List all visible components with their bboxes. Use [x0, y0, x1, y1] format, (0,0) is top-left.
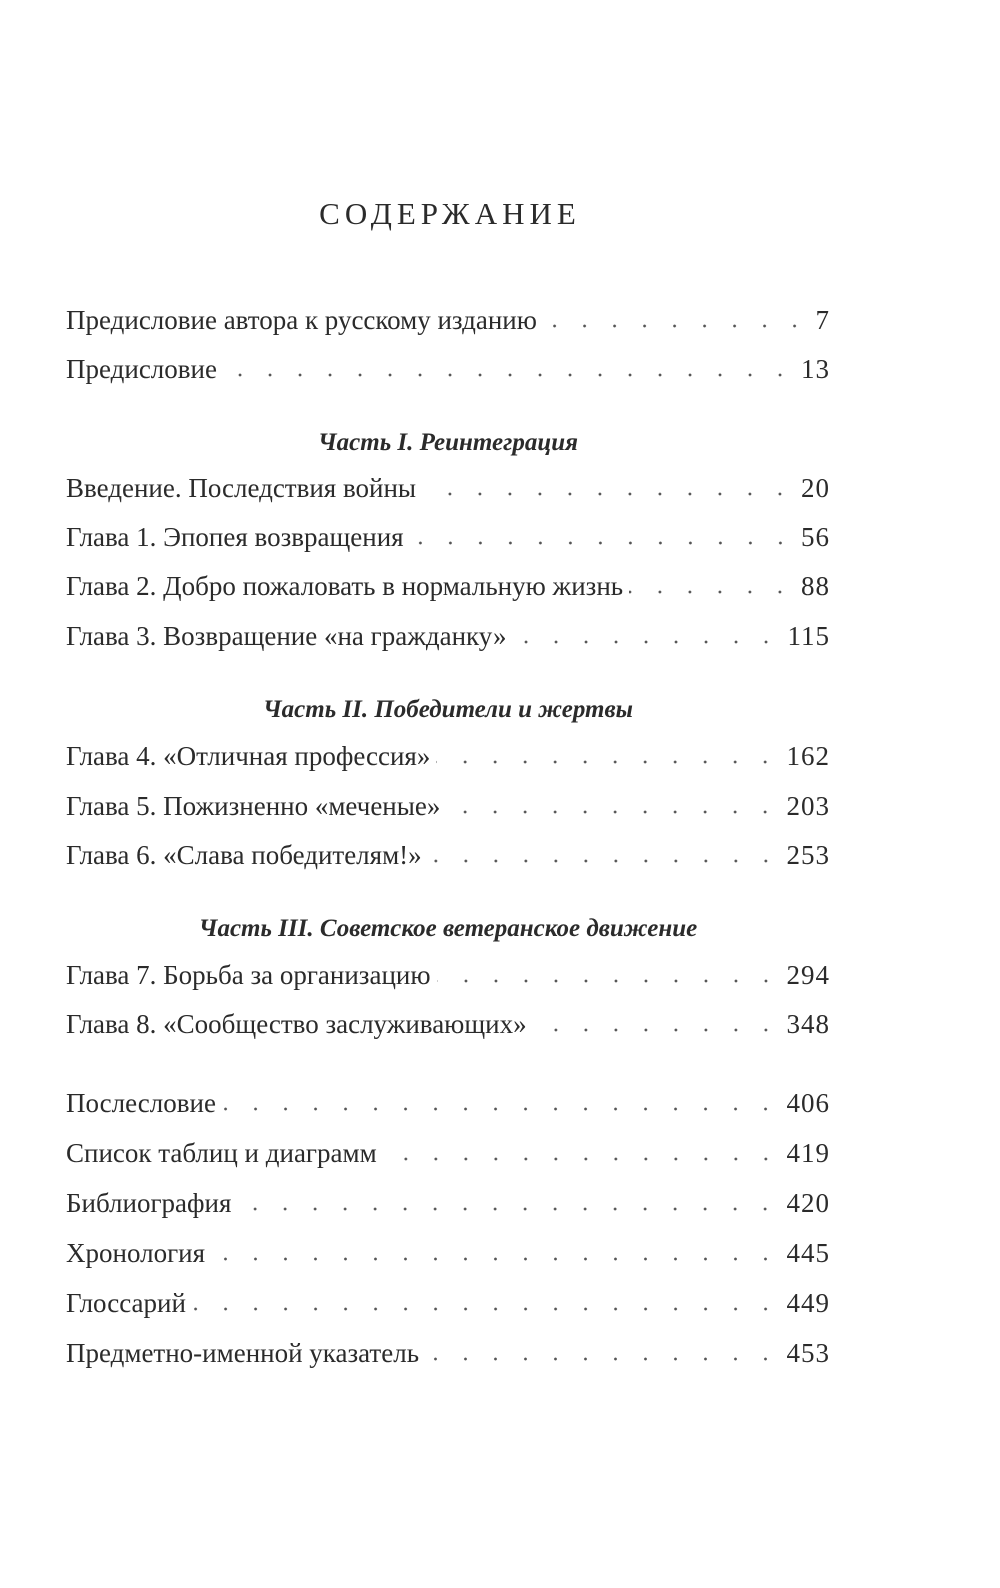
part-heading-2: Часть II. Победители и жертвы: [262, 696, 633, 723]
toc-entry-chapter-7[interactable]: [66, 955, 830, 995]
toc-entry-label: Глава 2. Добро пожаловать в нормальную жизнь: [66, 571, 624, 601]
dot-leader: [237, 1204, 780, 1214]
toc-entry-page: 115: [787, 621, 830, 651]
toc-entry-label: Библиография: [66, 1188, 232, 1218]
toc-entry-page: 7: [815, 305, 830, 335]
toc-entry-chapter-4[interactable]: [66, 736, 830, 776]
toc-entry-label: Глава 4. «Отличная профессия»: [66, 741, 431, 771]
toc-entry-label: Глоссарий: [66, 1288, 186, 1318]
dot-leader: [425, 1354, 780, 1364]
toc-entry-page: 294: [786, 960, 830, 990]
toc-entry-label: Список таблиц и диаграмм: [66, 1138, 377, 1168]
dot-leader: [211, 1254, 780, 1264]
toc-entry-label: Предметно-именной указатель: [66, 1338, 420, 1368]
toc-entry-page: 20: [801, 473, 830, 503]
dot-leader: [192, 1304, 781, 1314]
dot-leader: [437, 976, 781, 986]
toc-entry-tables-list[interactable]: [66, 1133, 830, 1173]
dot-leader: [428, 856, 781, 866]
toc-entry-label: Глава 7. Борьба за организацию: [66, 960, 431, 990]
toc-entry-label: Предисловие: [66, 354, 217, 384]
toc-entry-chapter-2[interactable]: [66, 566, 830, 606]
dot-leader: [543, 321, 810, 331]
toc-entry-page: 13: [801, 354, 830, 384]
toc-entry-page: 203: [786, 791, 830, 821]
page-title: СОДЕРЖАНИЕ: [319, 195, 581, 231]
toc-entry-chapter-5[interactable]: [66, 786, 830, 826]
dot-leader: [410, 538, 795, 548]
dot-leader: [436, 757, 780, 767]
dot-leader: [383, 1154, 781, 1164]
dot-leader: [533, 1025, 781, 1035]
dot-leader: [223, 370, 795, 380]
toc-entry-glossary[interactable]: [66, 1283, 830, 1323]
toc-entry-label: Предисловие автора к русскому изданию: [66, 305, 537, 335]
toc-entry-label: Хронология: [66, 1238, 206, 1268]
toc-entry-author-preface[interactable]: [66, 300, 830, 340]
dot-leader: [222, 1104, 781, 1114]
toc-entry-page: 453: [786, 1338, 830, 1368]
toc-entry-chapter-3[interactable]: [66, 616, 830, 656]
toc-entry-page: 419: [786, 1138, 830, 1168]
dot-leader: [629, 587, 795, 597]
toc-entry-page: 445: [786, 1238, 830, 1268]
part-heading-1: Часть I. Реинтеграция: [317, 429, 579, 456]
dot-leader: [512, 637, 781, 647]
toc-entry-index[interactable]: [66, 1333, 830, 1373]
toc-entry-chapter-6[interactable]: [66, 835, 830, 875]
toc-entry-bibliography[interactable]: [66, 1183, 830, 1223]
toc-entry-page: 162: [786, 741, 830, 771]
toc-entry-label: Послесловие: [66, 1088, 216, 1118]
dot-leader: [446, 807, 780, 817]
toc-entry-label: Введение. Последствия войны: [66, 473, 417, 503]
toc-entry-page: 253: [786, 840, 830, 870]
toc-entry-page: 420: [786, 1188, 830, 1218]
toc-entry-label: Глава 6. «Слава победителям!»: [66, 840, 422, 870]
toc-entry-chronology[interactable]: [66, 1233, 830, 1273]
toc-entry-label: Глава 8. «Сообщество заслуживающих»: [66, 1009, 527, 1039]
toc-entry-label: Глава 1. Эпопея возвращения: [66, 522, 404, 552]
toc-entry-page: 348: [786, 1009, 830, 1039]
toc-entry-introduction[interactable]: [66, 468, 830, 508]
toc-entry-page: 56: [801, 522, 830, 552]
toc-entry-afterword[interactable]: [66, 1083, 830, 1123]
toc-entry-page: 449: [786, 1288, 830, 1318]
toc-entry-page: 406: [786, 1088, 830, 1118]
toc-entry-label: Глава 3. Возвращение «на гражданку»: [66, 621, 507, 651]
toc-entry-page: 88: [801, 571, 830, 601]
toc-entry-label: Глава 5. Пожизненно «меченые»: [66, 791, 441, 821]
toc-entry-chapter-8[interactable]: [66, 1004, 830, 1044]
toc-entry-preface[interactable]: [66, 349, 830, 389]
dot-leader: [422, 489, 795, 499]
part-heading-3: Часть III. Советское ветеранское движение: [198, 915, 698, 942]
toc-entry-chapter-1[interactable]: [66, 517, 830, 557]
